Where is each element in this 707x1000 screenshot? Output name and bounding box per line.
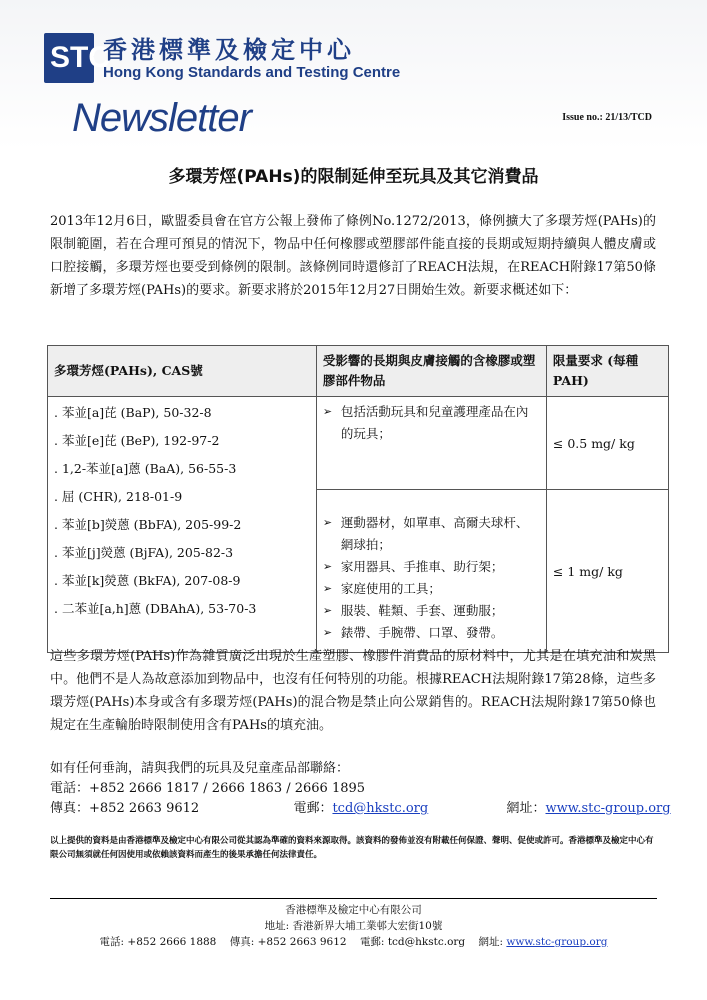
email-link[interactable]: tcd@hkstc.org [332,801,429,816]
contact-intro: 如有任何垂詢，請與我們的玩具及兒童產品部聯絡： [50,761,350,776]
arrow-bullet-icon: ➢ [322,560,333,573]
pah-restriction-table [47,345,669,653]
chemical-item: . 苯並[b]熒蒽 (BbFA), 205-99-2 [54,517,242,532]
header-articles: 受影響的長期與皮膚接觸的含橡膠或塑膠部件物品 [316,346,546,397]
arrow-bullet-icon: ➢ [322,604,333,617]
intro-paragraph: 2013年12月6日，歐盟委員會在官方公報上發佈了條例No.1272/2013，條例擴大了多環芳烴(PAHs)的限制範圍，若在合理可預見的情況下，物品中任何橡膠或塑膠部件能直接的長期或短期持續與人體皮膚或口腔接觸，多環芳烴也要受到條例的限制。該條例同時還修訂了REACH法規，在REACH附錄17第50條新增了多環芳烴(PAHs)的要求。新要求將於2015年12月27日開始生效。新要求概述如下： [50,214,656,298]
chemical-list [48,397,317,653]
arrow-bullet-icon: ➢ [322,626,333,639]
header-pahs: 多環芳烴(PAHs), CAS號 [48,346,317,397]
list-item: ➢ 錶帶、手腕帶、口罩、發帶。 [323,622,540,644]
articles-toys [316,397,546,490]
newsletter-heading: Newsletter [72,96,251,140]
contact-phone-row [50,779,671,799]
logo-mark: STC [50,41,110,74]
footer-fax: 傳真: +852 2663 9612 [229,936,347,948]
footer-address: 地址: 香港新界大埔工業邨大宏街10號 [264,920,443,932]
table-header-row [48,346,669,397]
footer-phone: 電話: +852 2666 1888 [99,936,217,948]
footer-contacts [0,934,707,950]
disclaimer: 以上提供的資料是由香港標準及檢定中心有限公司從其認為準確的資料來源取得。該資料的發佈並沒有附載任何保證、聲明、促使或許可。香港標準及檢定中心有限公司無須就任何因使用或依賴該資料而產生的後果承擔任何法律責任。 [50,836,654,860]
chemical-item: . 二苯並[a,h]蒽 (DBAhA), 53-70-3 [54,601,257,616]
chemical-item: . 苯並[k]熒蒽 (BkFA), 207-08-9 [54,573,241,588]
org-name-english: Hong Kong Standards and Testing Centre [103,64,401,81]
list-item: ➢ 家庭使用的工具； [323,578,540,600]
phone-numbers: +852 2666 1817 / 2666 1863 / 2666 1895 [89,781,366,796]
articles-other [316,490,546,653]
chemical-item: . 苯並[a]芘 (BaP), 50-32-8 [54,405,212,420]
chemical-item: . 屈 (CHR), 218-01-9 [54,489,183,504]
chemical-item: . 苯並[e]芘 (BeP), 192-97-2 [54,433,220,448]
list-item: ➢ 服裝、鞋類、手套、運動服； [323,600,540,622]
footer [0,902,707,950]
footer-web-label: 網址: [478,936,507,948]
phone-label: 電話： [50,781,90,796]
table-row-toys [48,397,669,490]
footer-divider [50,898,657,899]
fax-label: 傳真： [50,801,90,816]
article-title: 多環芳烴(PAHs)的限制延伸至玩具及其它消費品 [168,167,539,187]
chemical-item: . 苯並[j]熒蒽 (BjFA), 205-82-3 [54,545,234,560]
issue-number: Issue no.: 21/13/TCD [562,112,652,123]
arrow-bullet-icon: ➢ [322,405,333,418]
footer-company: 香港標準及檢定中心有限公司 [285,904,422,916]
footer-email: 電郵: tcd@hkstc.org [359,936,466,948]
list-item: ➢ 家用器具、手推車、助行架； [323,556,540,578]
org-name-chinese: 香港標準及檢定中心 [103,36,355,64]
limit-other: ≤ 1 mg/ kg [546,490,668,653]
body-paragraph: 這些多環芳烴(PAHs)作為雜質廣泛出現於生產塑膠、橡膠件消費品的原材料中，尤其是在填充油和炭黑中。他們不是人為故意添加到物品中，也沒有任何特別的功能。根據REACH法規附錄17第28條，這些多環芳烴(PAHs)本身或含有多環芳烴(PAHs)的混合物是禁止向公眾銷售的。REACH法規附錄17第50條也規定在生產輪胎時限制使用含有PAHs的填充油。 [50,649,656,733]
list-item: ➢ 運動器材，如單車、高爾夫球杆、網球拍； [323,512,540,556]
footer-website-link[interactable]: www.stc-group.org [506,936,608,948]
limit-toys: ≤ 0.5 mg/ kg [546,397,668,490]
arrow-bullet-icon: ➢ [322,582,333,595]
stc-logo [44,33,110,83]
contact-block [50,759,671,819]
chemical-item: . 1,2-苯並[a]蒽 (BaA), 56-55-3 [54,461,237,476]
website-link[interactable]: www.stc-group.org [545,801,671,816]
header-limit: 限量要求 (每種PAH) [546,346,668,397]
list-item: ➢ 包括活動玩具和兒童護理產品在內的玩具； [323,401,540,445]
web-label: 網址： [506,801,546,816]
email-label: 電郵： [293,801,333,816]
arrow-bullet-icon: ➢ [322,516,333,529]
contact-fax-row [50,799,671,819]
fax-number: +852 2663 9612 [89,801,200,816]
